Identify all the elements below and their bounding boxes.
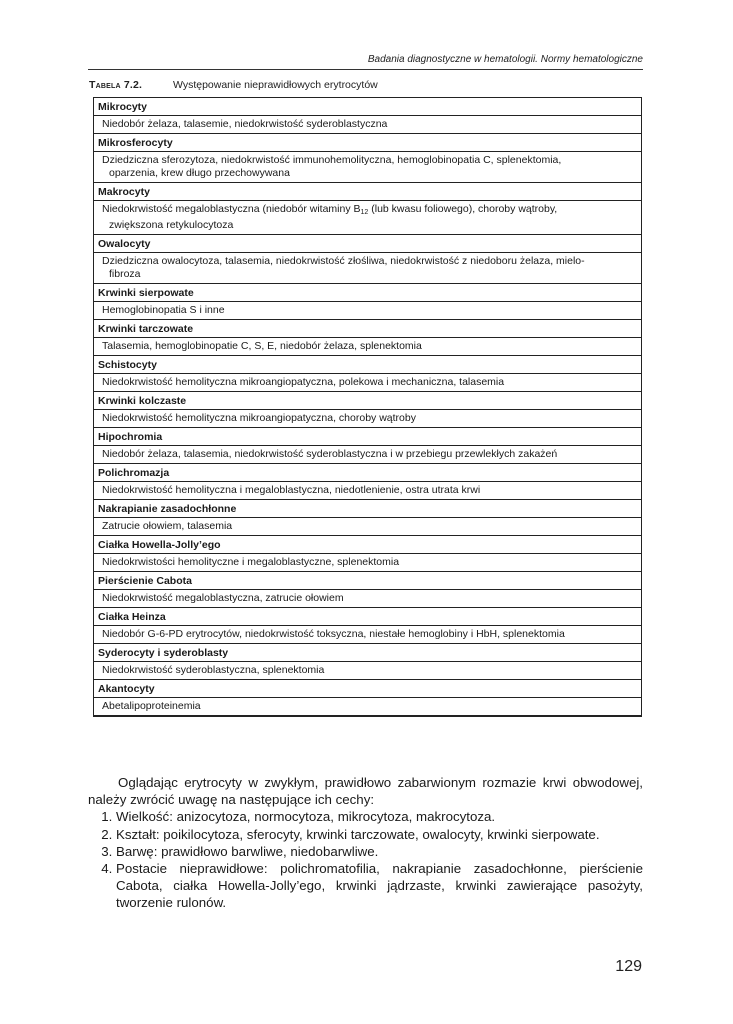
description-text: Niedokrwistość megaloblastyczna (niedobór witaminy B	[102, 203, 361, 215]
body-paragraph: Oglądając erytrocyty w zwykłym, prawidłowo zabarwionym rozmazie krwi obwodowej, należy zwrócić uwagę na następujące ich cechy:	[88, 775, 643, 808]
table-row-heading: Polichromazja	[94, 463, 641, 481]
table-row-description: Niedokrwistość hemolityczna mikroangiopatyczna, choroby wątroby	[94, 409, 641, 427]
table-row-description	[94, 252, 641, 283]
table-row-description: Talasemia, hemoglobinopatie C, S, E, niedobór żelaza, splenektomia	[94, 337, 641, 355]
table-row-heading: Makrocyty	[94, 182, 641, 200]
table-row-heading: Nakrapianie zasadochłonne	[94, 499, 641, 517]
table-number: Tabela 7.2.	[89, 79, 143, 91]
table-row-heading: Krwinki sierpowate	[94, 283, 641, 301]
table-row-description: Niedokrwistość hemolityczna mikroangiopatyczna, polekowa i mechaniczna, talasemia	[94, 373, 641, 391]
table-row-description: Niedobór żelaza, talasemia, niedokrwistość syderoblastyczna i w przebiegu przewlekłych zakażeń	[94, 445, 641, 463]
list-item: 3. Barwę: prawidłowo barwliwe, niedobarwliwe.	[116, 843, 643, 860]
list-item: 1. Wielkość: anizocytoza, normocytoza, mikrocytoza, makrocytoza.	[116, 808, 643, 825]
table-caption	[89, 79, 378, 91]
table-row-heading: Hipochromia	[94, 427, 641, 445]
table-row-heading: Akantocyty	[94, 679, 641, 697]
page-number: 129	[615, 958, 642, 975]
description-line	[102, 203, 633, 219]
table-row-heading: Krwinki tarczowate	[94, 319, 641, 337]
list-item: 2. Kształt: poikilocytoza, sferocyty, krwinki tarczowate, owalocyty, krwinki sierpowate.	[116, 826, 643, 843]
table-title: Występowanie nieprawidłowych erytrocytów	[173, 79, 378, 91]
table-row-description	[94, 200, 641, 234]
table-row-description: Niedokrwistość syderoblastyczna, splenektomia	[94, 661, 641, 679]
table-row-heading: Owalocyty	[94, 234, 641, 252]
description-line: zwiększona retykulocytoza	[109, 219, 234, 231]
table-row-description: Zatrucie ołowiem, talasemia	[94, 517, 641, 535]
table-row-description: Hemoglobinopatia S i inne	[94, 301, 641, 319]
description-line: Dziedziczna owalocytoza, talasemia, niedokrwistość złośliwa, niedokrwistość z niedoboru żelaza, mielo-	[102, 255, 585, 267]
table-row-heading: Krwinki kolczaste	[94, 391, 641, 409]
list-item: 4. Postacie nieprawidłowe: polichromatofilia, nakrapianie zasadochłonne, pierścienie Cabota, ciałka Howella-Jolly’ego, krwinki jądrzaste, krwinki zawierające pasożyty, tworzenie rulonów.	[116, 860, 643, 912]
table-row-heading: Syderocyty i syderoblasty	[94, 643, 641, 661]
erythrocyte-table	[93, 97, 642, 717]
table-row-description: Niedobór G-6-PD erytrocytów, niedokrwistość toksyczna, niestałe hemoglobiny i HbH, splenektomia	[94, 625, 641, 643]
table-row-heading: Pierścienie Cabota	[94, 571, 641, 589]
table-row-description: Niedokrwistość megaloblastyczna, zatrucie ołowiem	[94, 589, 641, 607]
running-header: Badania diagnostyczne w hematologii. Normy hematologiczne	[367, 54, 643, 65]
table-row-heading: Schistocyty	[94, 355, 641, 373]
table-row-description: Abetalipoproteinemia	[94, 697, 641, 715]
table-row-description: Niedokrwistość hemolityczna i megaloblastyczna, niedotlenienie, ostra utrata krwi	[94, 481, 641, 499]
description-line: Dziedziczna sferozytoza, niedokrwistość immunohemolityczna, hemoglobinopatia C, splenektomia,	[102, 154, 562, 166]
table-row-heading: Mikrocyty	[94, 98, 641, 115]
body-text	[88, 774, 643, 912]
table-row-description	[94, 151, 641, 182]
table-row-heading: Ciałka Howella-Jolly’ego	[94, 535, 641, 553]
feature-list	[88, 808, 643, 911]
table-row-heading: Mikrosferocyty	[94, 133, 641, 151]
description-line: fibroza	[109, 268, 141, 280]
table-row-description: Niedobór żelaza, talasemie, niedokrwistość syderoblastyczna	[94, 115, 641, 133]
description-line: oparzenia, krew długo przechowywana	[109, 167, 290, 179]
description-text: (lub kwasu foliowego), choroby wątroby,	[368, 203, 558, 215]
table-row-description: Niedokrwistości hemolityczne i megaloblastyczne, splenektomia	[94, 553, 641, 571]
subscript: 12	[360, 209, 369, 216]
header-rule	[88, 69, 643, 70]
table-row-heading: Ciałka Heinza	[94, 607, 641, 625]
